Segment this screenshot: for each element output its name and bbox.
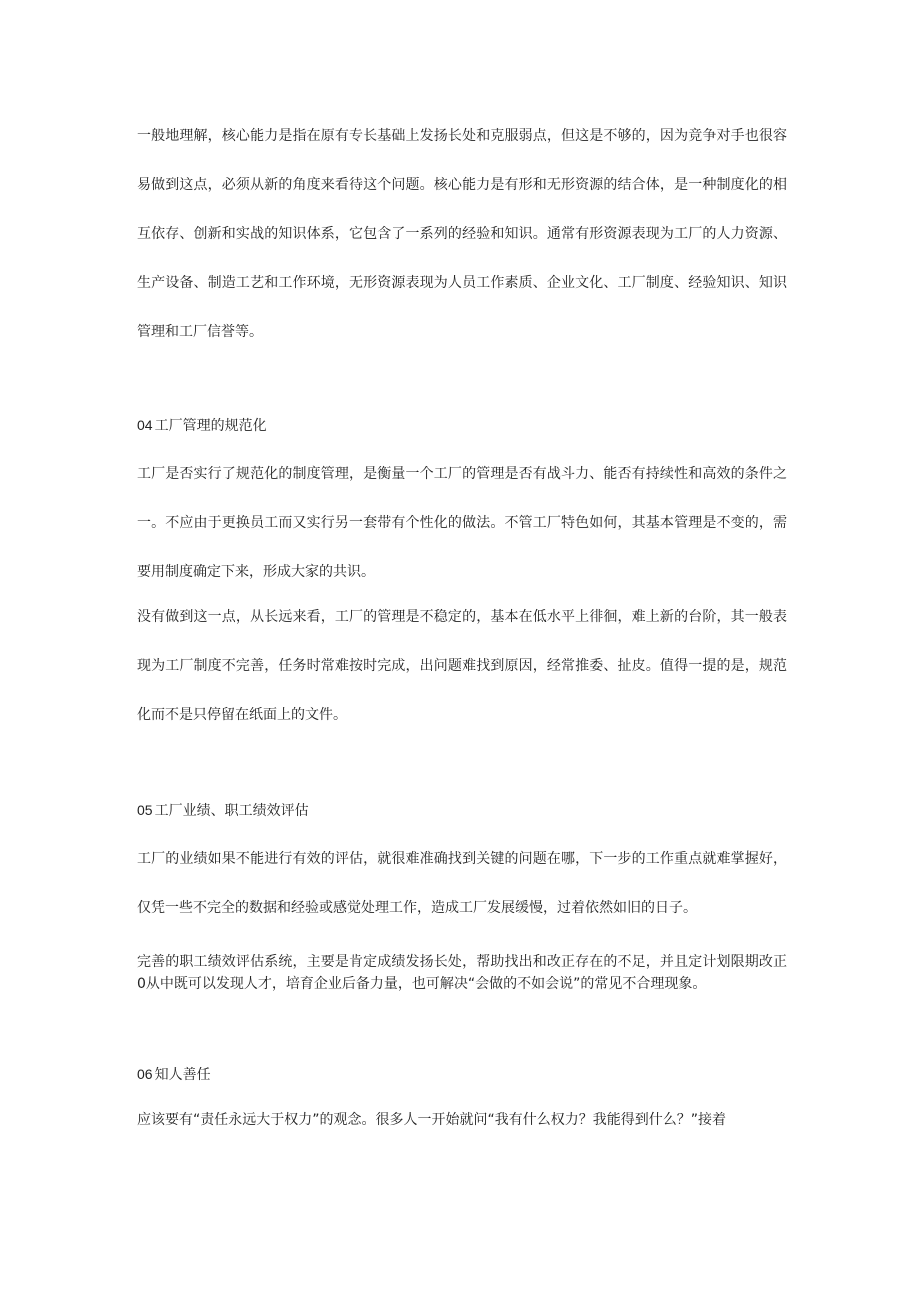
paragraph-performance: 工厂的业绩如果不能进行有效的评估，就很难准确找到关键的问题在哪，下一步的工作重点就难掌握好，仅凭一些不完全的数据和经验或感觉处理工作，造成工厂发展缓慢，过着依然如旧的日子。 (137, 851, 787, 916)
paragraph-responsibility: 应该要有“责任永远大于权力”的观念。很多人一开始就问“我有什么权力？我能得到什么？”接着 (137, 1112, 727, 1128)
section-heading-06 (137, 1063, 211, 1086)
section-number: 04 (137, 417, 153, 433)
section-number: 05 (137, 802, 153, 818)
section-title: 知人善任 (154, 1067, 211, 1083)
section-title: 工厂管理的规范化 (154, 418, 267, 434)
section-number: 06 (137, 1066, 153, 1082)
section-heading-05 (137, 799, 309, 822)
section-title: 工厂业绩、职工绩效评估 (154, 803, 309, 819)
paragraph-standardization: 工厂是否实行了规范化的制度管理，是衡量一个工厂的管理是否有战斗力、能否有持续性和高效的条件之一。不应由于更换员工而又实行另一套带有个性化的做法。不管工厂特色如何，其基本管理是不变的，需要用制度确定下来，形成大家的共识。 (137, 466, 787, 580)
section-heading-04 (137, 414, 267, 437)
paragraph-evaluation-system: 完善的职工绩效评估系统，主要是肯定成绩发扬长处，帮助找出和改正存在的不足，并且定计划限期改正0从中既可以发现人才，培育企业后备力量，也可解决“会做的不如会说”的常见不合理现象。 (137, 954, 787, 992)
paragraph-standardization-2: 没有做到这一点，从长远来看，工厂的管理是不稳定的，基本在低水平上徘徊，难上新的台阶，其一般表现为工厂制度不完善，任务时常难按时完成，出问题难找到原因，经常推委、扯皮。值得一提的是，规范化而不是只停留在纸面上的文件。 (137, 609, 787, 723)
paragraph-core-competence: 一般地理解，核心能力是指在原有专长基础上发扬长处和克服弱点，但这是不够的，因为竞争对手也很容易做到这点，必须从新的角度来看待这个问题。核心能力是有形和无形资源的结合体，是一种制度化的相互依存、创新和实战的知识体系，它包含了一系列的经验和知识。通常有形资源表现为工厂的人力资源、生产设备、制造工艺和工作环境，无形资源表现为人员工作素质、企业文化、工厂制度、经验知识、知识管理和工厂信誉等。 (137, 128, 787, 340)
